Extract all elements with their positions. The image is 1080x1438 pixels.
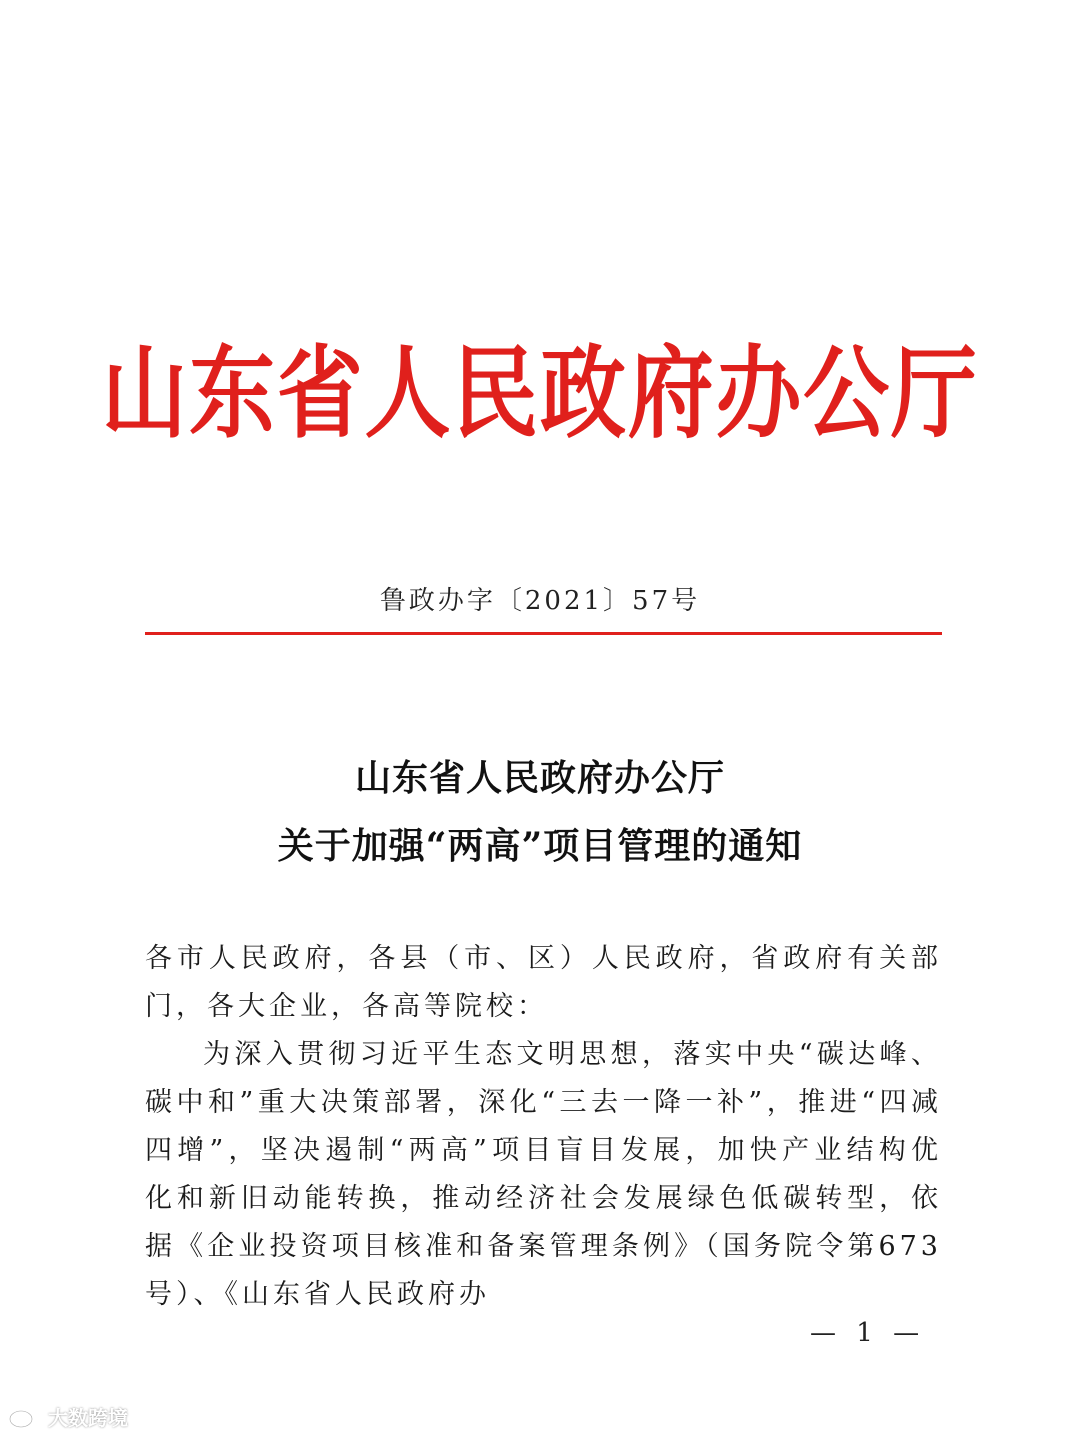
issuer-header: 山东省人民政府办公厅 <box>101 334 979 452</box>
body-paragraph: 为深入贯彻习近平生态文明思想，落实中央“碳达峰、碳中和”重大决策部署，深化“三去一降一补”，推进“四减四增”，坚决遏制“两高”项目盲目发展，加快产业结构优化和新旧动能转换，推动经济社会发展绿色低碳转型，依据《企业投资项目核准和备案管理条例》（国务院令第673号）、《山东省人民政府办 <box>145 1039 942 1310</box>
page-number: — 1 — <box>810 1318 926 1348</box>
document-title-line1: 山东省人民政府办公厅 <box>354 757 725 799</box>
watermark <box>8 1402 128 1431</box>
salutation: 各市人民政府，各县（市、区）人民政府，省政府有关部门，各大企业，各高等院校： <box>145 943 942 1022</box>
watermark-text: 大数跨境 <box>48 1406 128 1430</box>
document-number: 鲁政办字〔2021〕57号 <box>379 586 701 616</box>
document-title-line2: 关于加强“两高”项目管理的通知 <box>277 825 803 867</box>
weibo-logo-icon <box>8 1404 42 1430</box>
red-divider-line <box>145 632 942 635</box>
document-body <box>145 935 942 1319</box>
